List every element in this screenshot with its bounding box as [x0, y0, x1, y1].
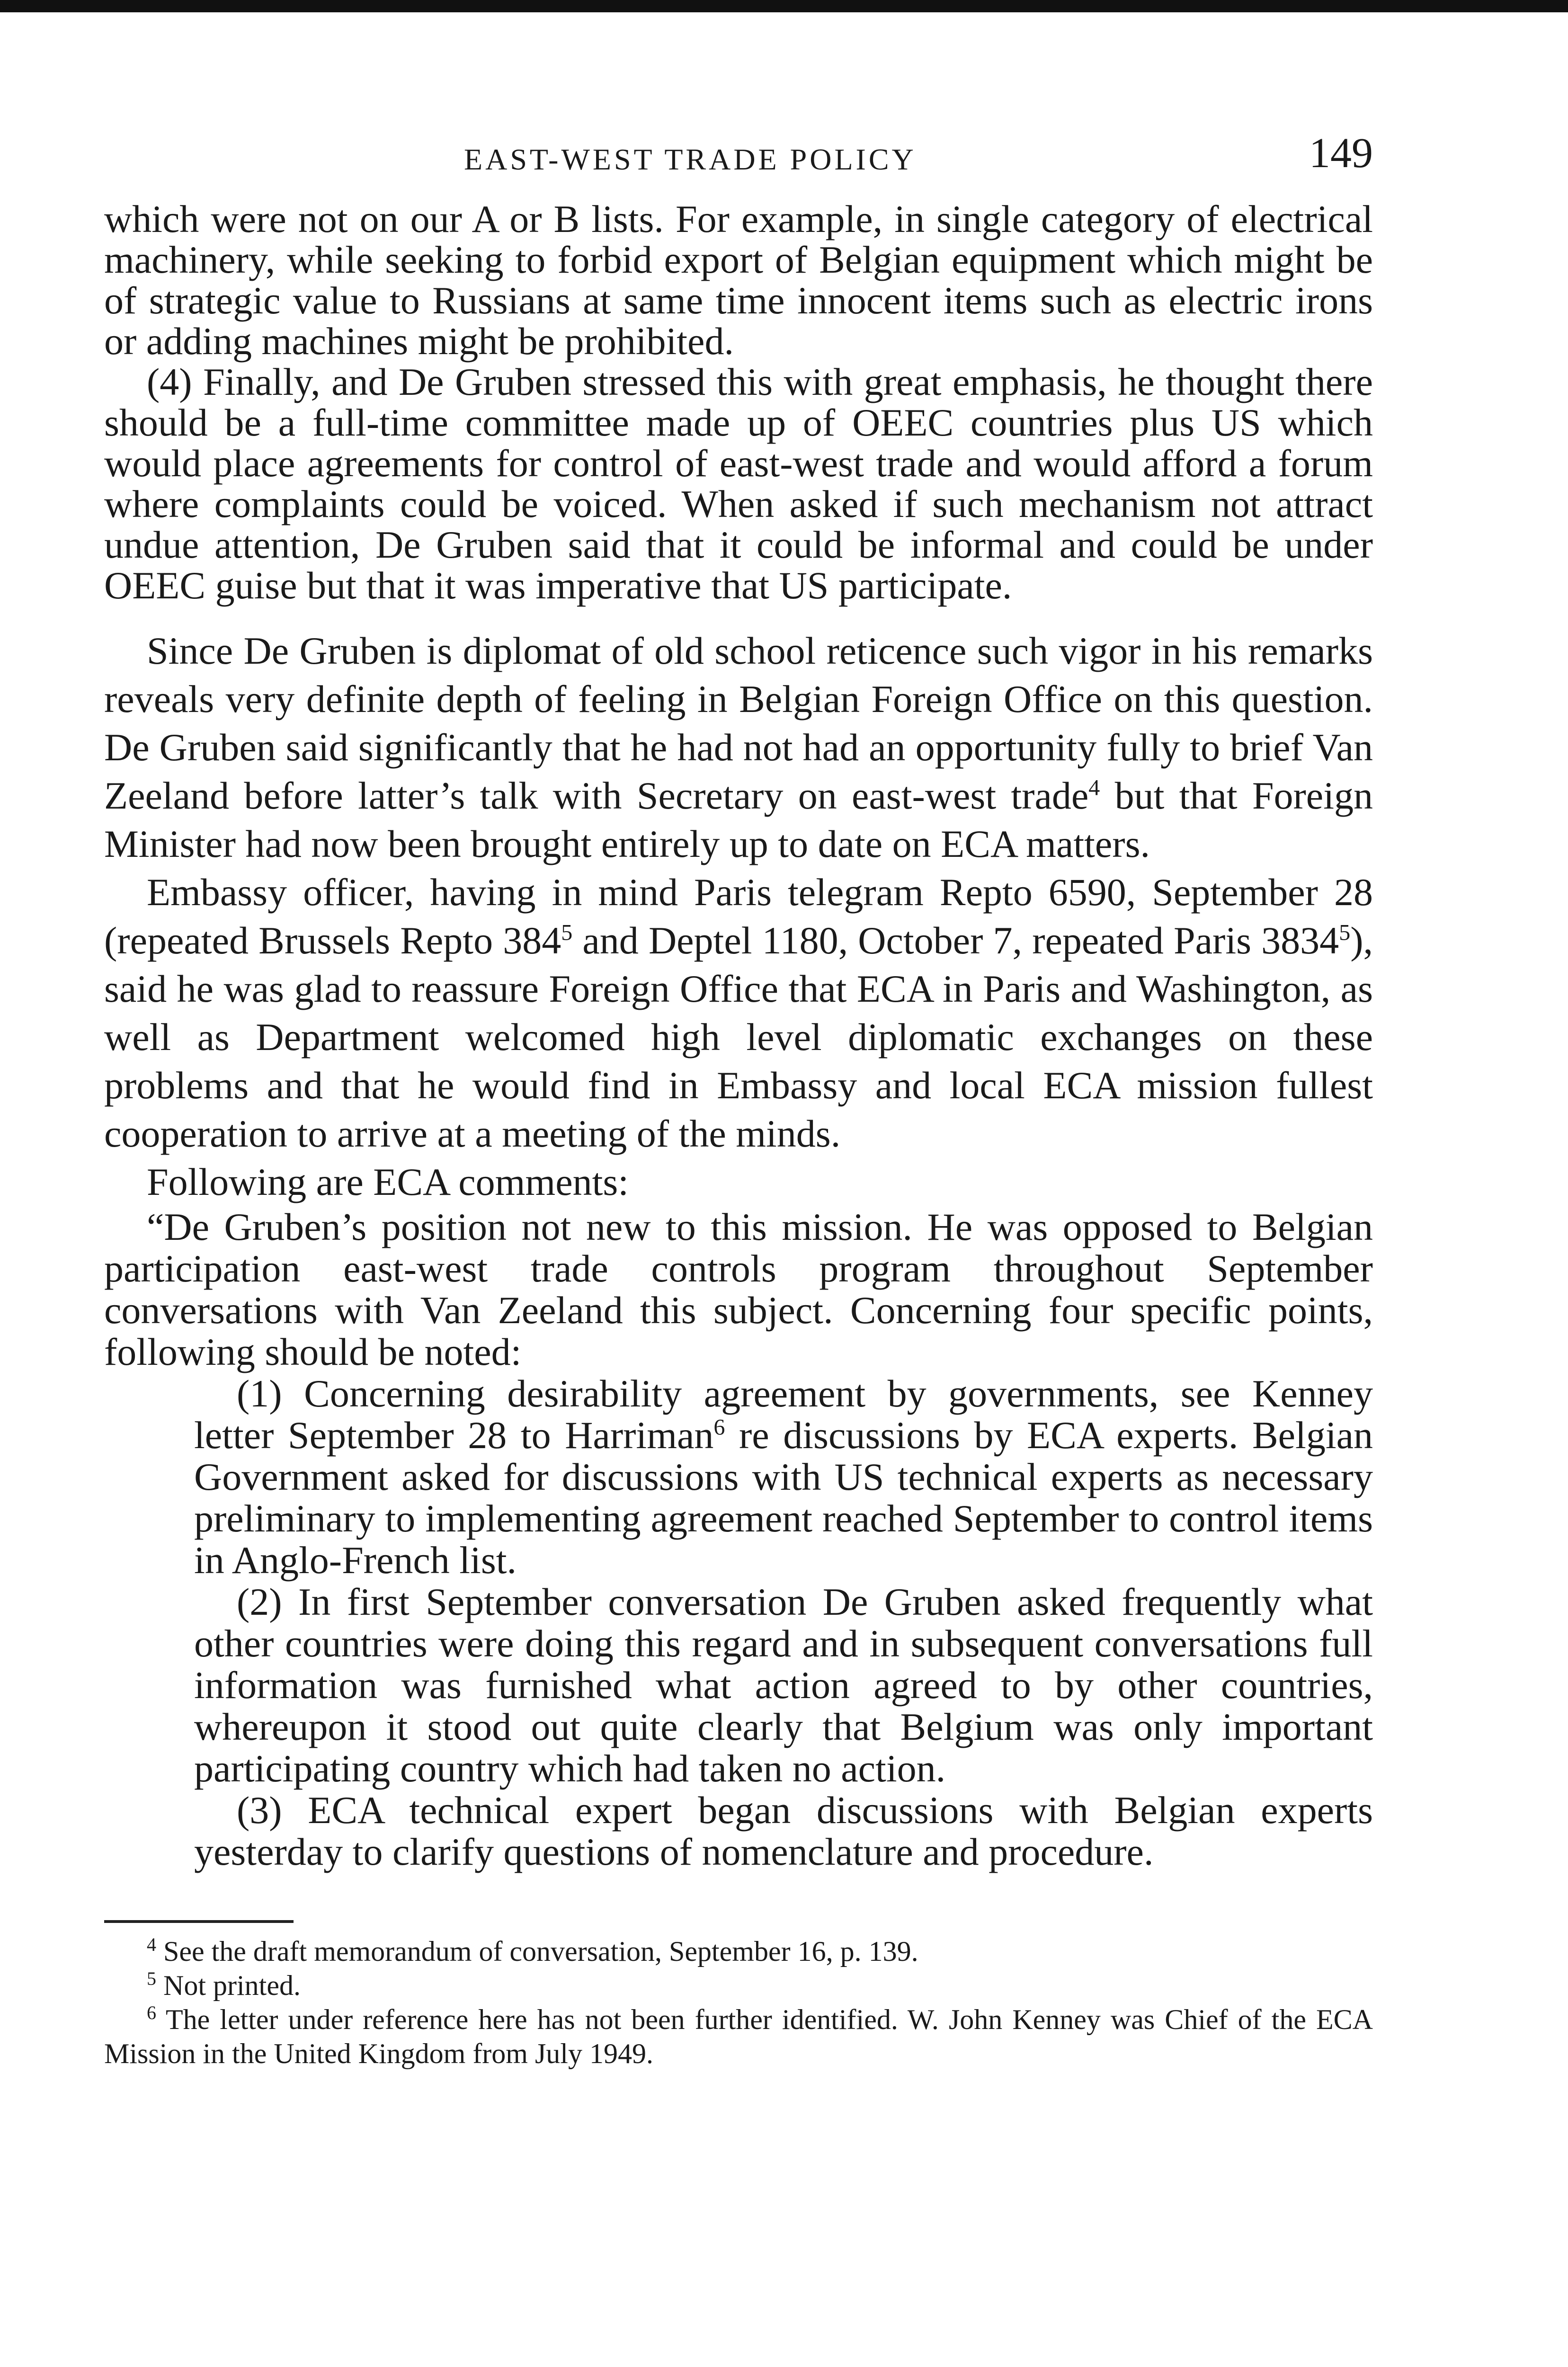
footnote-6: [104, 2002, 1373, 2071]
paragraph-3-text-b: but that Foreign Minister had now been brought entirely up to date on ECA matters.: [104, 774, 1373, 865]
footnote-5-mark: 5: [147, 1968, 156, 1989]
footnote-ref-4: 4: [1088, 775, 1100, 801]
footnote-4: [104, 1934, 1373, 1968]
paragraph-3: [104, 627, 1373, 868]
page-number: 149: [1309, 130, 1373, 177]
paragraph-4: [104, 868, 1373, 1158]
footnote-rule: [104, 1920, 294, 1923]
footnote-6-text: The letter under reference here has not been further identified. W. John Kenney was Chief of the ECA Mission in the United Kingdom from July 1949.: [104, 2004, 1373, 2069]
paragraph-5: Following are ECA comments:: [147, 1160, 629, 1203]
footnote-ref-5a: 5: [561, 920, 573, 945]
quoted-paragraph: “De Gruben’s position not new to this mission. He was opposed to Belgian participation east-west trade controls program throughout September conversations with Van Zeeland this subject. Concerning four specific points, following should be noted:: [104, 1205, 1373, 1373]
footnote-ref-5b: 5: [1339, 920, 1351, 945]
document-page: [104, 128, 1373, 2071]
paragraph-1: which were not on our A or B lists. For example, in single category of electrical machinery, while seeking to forbid export of Belgian equipment which might be of strategic value to Russians at same time innocent items such as electric irons or adding machines might be prohibited.: [104, 197, 1373, 363]
sub-point-1-text-a: (1) Concerning desirability agreement by governments, see Kenney letter September 28 to Harriman: [194, 1372, 1373, 1457]
paragraph-4-text-a: Embassy officer, having in mind Paris telegram Repto 6590, September 28 (repeated Brussels Repto 384: [104, 871, 1373, 962]
running-head: [104, 128, 1373, 199]
paragraph-2-point-4: (4) Finally, and De Gruben stressed this with great emphasis, he thought there should be a full-time committee made up of OEEC countries plus US which would place agreements for control of east-west trade and would afford a forum where complaints could be voiced. When asked if such mechanism not attract undue attention, De Gruben said that it could be informal and could be under OEEC guise but that it was imperative that US participate.: [104, 360, 1373, 607]
running-title: EAST-WEST TRADE POLICY: [464, 142, 917, 176]
footnote-4-text: See the draft memorandum of conversation, September 16, p. 139.: [163, 1936, 918, 1967]
paragraph-4-text-c: ), said he was glad to reassure Foreign Office that ECA in Paris and Washington, as well as Department welcomed high level diplomatic exchanges on these problems and that he would find in Embassy and local ECA mission fullest cooperation to arrive at a meeting of the minds.: [104, 919, 1373, 1155]
sub-point-3: (3) ECA technical expert began discussions with Belgian experts yesterday to clarify questions of nomenclature and procedure.: [194, 1789, 1373, 1873]
sub-point-1: [104, 1373, 1373, 1581]
sub-point-1-text-b: re discussions by ECA experts. Belgian Government asked for discussions with US technical experts as necessary preliminary to implementing agreement reached September to control items in Anglo-French list.: [194, 1414, 1373, 1582]
footnote-5: [104, 1968, 1373, 2002]
footnote-ref-6: 6: [713, 1415, 725, 1440]
paragraph-4-text-b: and Deptel 1180, October 7, repeated Paris 3834: [572, 919, 1339, 962]
sub-point-2: (2) In first September conversation De Gruben asked frequently what other countries were doing this regard and in subsequent conversations full information was furnished what action agreed to by other countries, whereupon it stood out quite clearly that Belgium was only important participating country which had taken no action.: [194, 1580, 1373, 1790]
footnote-5-text: Not printed.: [163, 1970, 301, 2001]
paragraph-3-text-a: Since De Gruben is diplomat of old school reticence such vigor in his remarks reveals very definite depth of feeling in Belgian Foreign Office on this question. De Gruben said significantly that he had not had an opportunity fully to brief Van Zeeland before latter’s talk with Secretary on east-west trade: [104, 629, 1373, 817]
footnote-4-mark: 4: [147, 1934, 156, 1955]
scan-top-edge: [0, 0, 1568, 12]
footnote-6-mark: 6: [147, 2002, 156, 2023]
